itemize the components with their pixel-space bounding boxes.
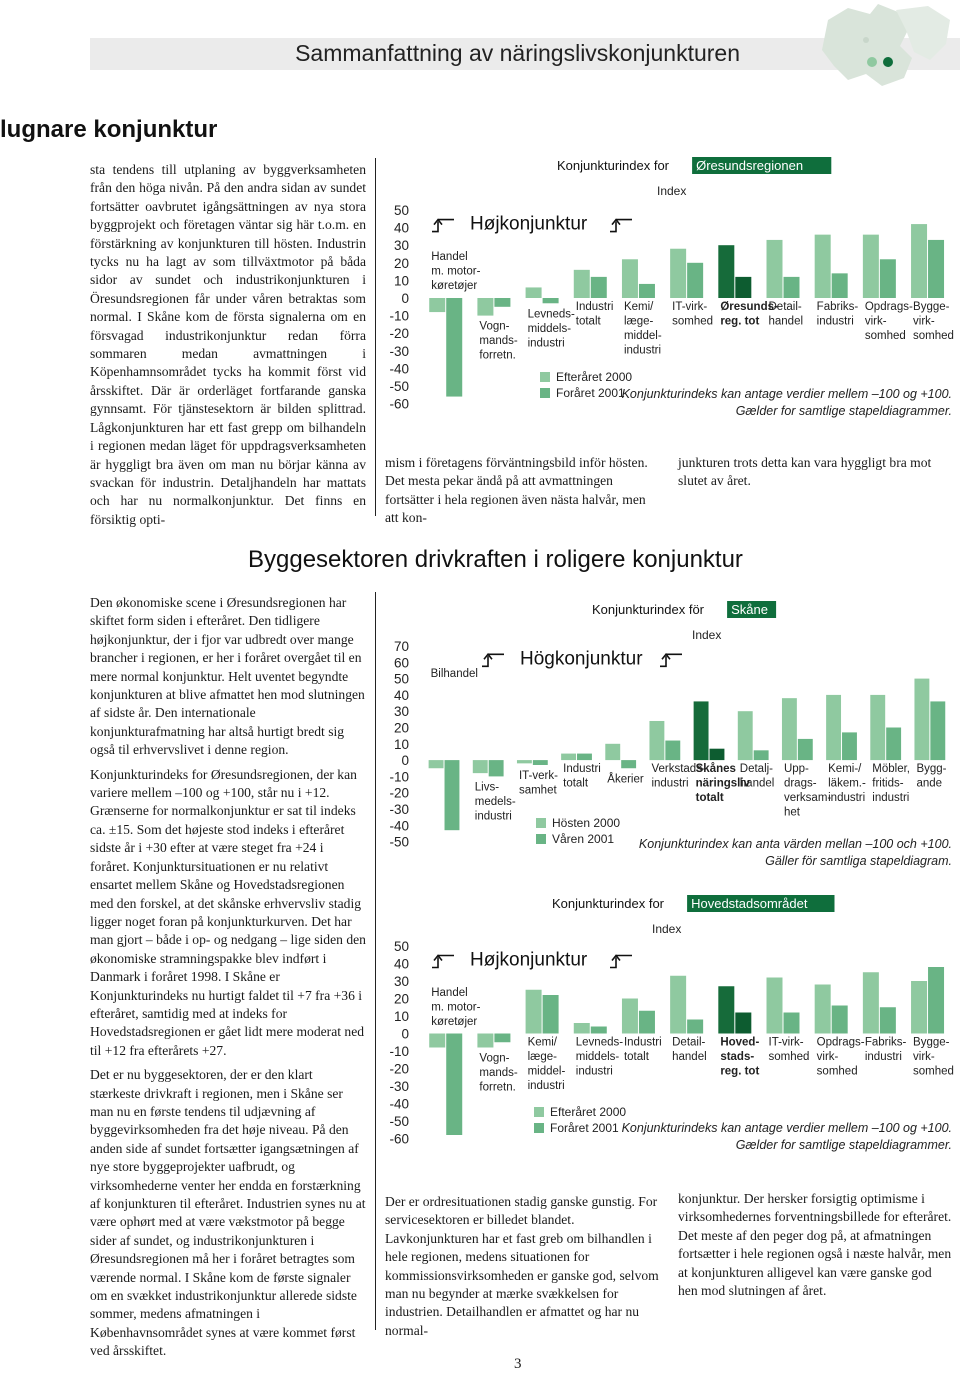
bottom-under-chart-right: konjunktur. Der hersker forsigtig optimisme i virksomhedernes forventningsbillede for efteråret. Det meste af den peger dog på, at afmatningen fortsætter i hele regionen også i næste halvår, men at konjunkturen alligevel kan være ganske god hen mod slutningen af året. [678, 1191, 952, 1299]
bar-series2 [533, 760, 548, 765]
legend-label: Våren 2001 [552, 832, 615, 846]
bar-series2 [639, 1011, 655, 1034]
category-label: drags- [783, 777, 817, 790]
bar-series1 [649, 721, 664, 760]
bar-series1 [863, 235, 879, 298]
bar-series2 [754, 750, 769, 760]
bar-series2 [591, 277, 607, 298]
bar-series1 [767, 978, 783, 1034]
map-logo-icon [808, 0, 960, 100]
bar-series1 [526, 990, 542, 1034]
chart-title-highlight: Hovedstadsområdet [691, 896, 808, 911]
y-tick-label: 30 [393, 238, 409, 254]
bottom-paragraph-3: Det er nu byggesektoren, der er den klart stærkeste drivkraft i regionen, men i Skåne ser man nu en første tendens til udjævning af byggevirksomheden fra det høje niveau. På den anden side af sundet fortsætter igangsætningen af nye store byggeprojekter uafbrudt, og virksomhederne venter her endda en forstærkning af konjunkturen til efteråret. Industrien synes nu at være ophørt med at være vækstmotor på begge sider af sundet, og industrikonjunkturen i Øresundsregionen må her i foråret betragtes som værende normal. I Skåne kom de første signaler om en svækket industrikonjunktur allerede sidste sommer, medens afmatningen i Københavnsområdet synes at være kommet først ved årsskiftet. [90, 1067, 366, 1359]
category-label: industri [816, 315, 854, 328]
category-label: ande [916, 777, 943, 790]
category-label: Fabriks- [816, 301, 859, 313]
band-arrow-icon [660, 654, 682, 666]
bar-series1 [605, 744, 620, 760]
legend-label: Foråret 2001 [556, 386, 625, 400]
category-label: industri [527, 337, 565, 350]
bottom-left-column [90, 594, 366, 1361]
y-axis-label: Index [652, 922, 682, 936]
y-tick-label: 50 [393, 203, 409, 218]
bar-series2 [798, 739, 813, 760]
legend-swatch [534, 1123, 544, 1133]
top-under-chart-right: junkturen trots detta kan vara hyggligt bra mot slutet av året. [678, 455, 932, 489]
category-label: somhed [672, 315, 714, 328]
bar-series2 [577, 754, 592, 761]
bar-series2 [446, 1034, 462, 1136]
category-label: somhed [864, 330, 906, 342]
band-label: Højkonjunktur [470, 949, 588, 971]
bar-series1 [738, 711, 753, 760]
band-arrow-icon [432, 956, 454, 968]
bar-series2 [687, 1020, 703, 1034]
bar-series1 [826, 695, 841, 760]
category-label: forretn. [479, 1081, 516, 1094]
category-label: Hoved- [720, 1036, 760, 1049]
bar-series2 [489, 760, 504, 776]
category-label: Upp- [783, 763, 809, 776]
legend-swatch [536, 818, 546, 828]
category-label: forretn. [479, 349, 516, 362]
category-label: industri [651, 777, 689, 790]
bottom-paragraph-2: Konjunkturindeks for Øresundsregionen, der kan variere mellem –100 og +100, står nu i +12. Grænserne for normalkonjunktur er sat til indeks ca. ±15. Som det højeste stod indeks i efteråret sidste år i +30 efter at være steget fra +24 i foråret. Konjunktursituationen er nu relativt ensartet mellem Skåne og Hovedstadsregionen med den forskel, at det skånske erhvervsliv stadig ligger noget foran på konjunkturkurven. Det har man gjort – både i op- og nedgang – lige siden den økonomiske stramningspakke blev indført i Danmark i foråret 1998. I Skåne er Konjunkturindeks nu hurtigt faldet til +7 fra +36 i efteråret, samtidig med at indeks for Hovedstadsregionen er gået lidt mere moderat ned til +12 fra efterårets +27. [90, 766, 366, 1058]
y-tick-label: 20 [393, 255, 409, 271]
category-label: Kemi/ [623, 301, 654, 313]
y-tick-label: -40 [389, 818, 409, 834]
bar-series2 [784, 1013, 800, 1034]
category-label: Detail- [672, 1036, 706, 1049]
y-axis-label: Index [692, 628, 722, 642]
bar-series1 [429, 1034, 445, 1048]
bar-series1 [477, 1034, 493, 1048]
decor-dots-icon [866, 54, 906, 70]
category-label: totalt [623, 1051, 649, 1063]
category-label: totalt [695, 792, 724, 805]
category-label: Bygge- [913, 1036, 950, 1049]
category-label: middels- [527, 322, 572, 335]
category-label: samhet [518, 784, 557, 797]
chart-oresundsregionen [382, 156, 960, 432]
bar-series2 [784, 277, 800, 298]
bar-series1 [911, 224, 927, 298]
bar-series1 [561, 754, 576, 761]
category-label: køretøjer [431, 280, 478, 292]
category-label: industri [527, 1080, 565, 1092]
category-label: Fabriks- [864, 1036, 907, 1049]
bar-series1 [477, 298, 493, 316]
bar-series2 [591, 1027, 607, 1034]
bar-series2 [832, 1006, 848, 1034]
category-label: handel [739, 777, 775, 790]
bar-series2 [621, 760, 636, 768]
legend-label: Foråret 2001 [550, 1121, 619, 1135]
band-arrow-icon [610, 956, 632, 968]
bar-series1 [429, 760, 444, 768]
category-label: Handel [431, 987, 468, 999]
y-tick-label: 50 [393, 939, 409, 954]
chart-title-prefix: Konjunkturindex for [552, 896, 665, 911]
legend-label: Efteråret 2000 [550, 1105, 627, 1119]
bar-series2 [735, 1013, 751, 1034]
category-label: Industri [563, 763, 601, 776]
bar-series1 [718, 245, 734, 298]
category-label: Levneds- [575, 1036, 624, 1049]
page-number: 3 [514, 1356, 522, 1372]
bar-series1 [526, 287, 542, 298]
y-tick-label: 0 [401, 291, 409, 306]
bar-series1 [914, 679, 929, 761]
category-label: Skånes [695, 763, 736, 776]
bar-series1 [473, 760, 488, 773]
y-tick-label: -20 [389, 326, 409, 342]
category-label: industri [575, 1065, 613, 1078]
chart-hovedstadsomradet [382, 894, 960, 1166]
category-label: Åkerier [607, 773, 644, 786]
y-tick-label: -30 [389, 802, 409, 817]
bar-series2 [880, 259, 896, 298]
category-label: Levneds- [527, 308, 575, 321]
legend-label: Efteråret 2000 [556, 370, 633, 384]
y-tick-label: 20 [393, 991, 409, 1007]
category-label: middel- [527, 1065, 566, 1078]
chart-title-highlight: Skåne [731, 602, 768, 617]
y-tick-label: -30 [389, 1079, 409, 1094]
y-tick-label: -10 [389, 308, 409, 324]
category-label: stads- [720, 1051, 755, 1063]
bar-series2 [543, 995, 559, 1034]
category-label: middels- [575, 1051, 620, 1063]
category-label: Vogn- [479, 320, 510, 333]
category-label: læge- [623, 315, 654, 328]
category-label: handel [672, 1051, 707, 1063]
chart-note-1: Konjunkturindeks kan antage verdier mellem –100 og +100. [621, 1121, 952, 1135]
category-label: Industri [623, 1036, 662, 1049]
category-label: virk- [913, 1051, 935, 1063]
page-header-title: Sammanfattning av näringslivskonjunkturen [295, 40, 740, 66]
category-label: Industri [575, 301, 614, 313]
chart-title-prefix: Konjunkturindex for [557, 158, 670, 173]
y-tick-label: 30 [393, 704, 409, 720]
bar-series2 [928, 240, 944, 298]
band-arrow-icon [432, 220, 454, 232]
category-label: somhed [913, 330, 954, 342]
category-label: virk- [816, 1051, 839, 1063]
bar-series1 [815, 985, 831, 1034]
category-label: Livs- [474, 781, 500, 794]
category-label: Handel [431, 251, 468, 263]
category-label: Kemi-/ [828, 763, 862, 776]
chart-note-2: Gælder for samtlige stapeldiagrammer. [735, 1138, 952, 1152]
bar-series2 [880, 1007, 896, 1033]
section-heading-top: lugnare konjunktur [0, 116, 218, 143]
y-tick-label: -40 [389, 1096, 409, 1112]
category-label: Øresunds- [720, 301, 778, 313]
bottom-under-chart-left: Der er ordresituationen stadig ganske gunstig. For servicesektoren er billedet blandet. Lavkonjunkturen har et fast greb om bilhandlen i hele regionen, medens situationen for kommissionsvirksomheden er ganske god, selvom man nu begynder at mærke svækkelsen for industrien. Detailhandlen er afmattet og har nu normal- [385, 1194, 659, 1338]
y-tick-label: 0 [401, 753, 409, 769]
y-tick-label: -50 [389, 834, 409, 850]
category-label: industri [828, 792, 866, 805]
category-label: Kemi/ [527, 1036, 557, 1049]
bar-series1 [767, 240, 783, 298]
chart-title-highlight: Øresundsregionen [696, 158, 804, 173]
category-label: Bygge- [913, 301, 950, 313]
category-label: mands- [479, 1067, 518, 1079]
bar-series1 [815, 235, 831, 298]
y-tick-label: -30 [389, 343, 409, 359]
category-label: totalt [563, 777, 589, 790]
chart-skane [382, 600, 960, 876]
y-tick-label: 10 [393, 736, 409, 752]
category-label: totalt [575, 315, 601, 328]
bar-series2 [832, 273, 848, 298]
category-label: IT-virk- [672, 301, 708, 313]
category-label: køretøjer [431, 1016, 478, 1028]
category-label: Detail- [768, 301, 802, 313]
chart-title-prefix: Konjunkturindex för [592, 602, 705, 617]
category-label: industri [864, 1051, 902, 1063]
band-label: Højkonjunktur [470, 213, 588, 235]
legend-label: Hösten 2000 [552, 816, 621, 830]
y-tick-label: 60 [393, 655, 409, 671]
category-label: somhed [913, 1065, 954, 1078]
legend-swatch [534, 1107, 544, 1117]
y-tick-label: 50 [393, 671, 409, 687]
bar-series1 [670, 249, 686, 298]
legend-swatch [540, 388, 550, 398]
y-tick-label: 0 [401, 1026, 409, 1042]
bar-series1 [782, 698, 797, 760]
category-label: Bygg- [916, 763, 947, 776]
bar-series1 [863, 972, 879, 1033]
top-paragraph: sta tendens till utplaning av byggverksamheten från den höga nivån. På den andra sidan av sundet fortsätter oavbrutet igångsättningen av nya stora byggprojekt och företagen väntar sig här t.o.m. en förstärkning av konjunkturen till hösten. Industrin tycks nu ha lagt av som tillväxtmotor på båda sidor av sundet och industrikonjunkturen i Öresundsregionen får under våren betraktas som normal. I Skåne kom de första signalerna om en försvagad industrikonjunktur redan förra sommaren medan avmattningen i Köpenhamnsområdet tycks ha kommit först vid årsskiftet. Där är orderläget fortfarande ganska gynnsamt. För tjänstesektorn är bilden splittrad. Lågkonjunkturen har ett fast grepp om bilhandeln i regionen medan läget för uppdragsverksamheten är hyggligt bra även om man nu börjar känna av svackan för industrin. Detaljhandeln har mattats och har nu normalkonjunktur. Det finns en försiktig opti- [90, 162, 366, 527]
chart-note-1: Konjunkturindex kan anta värden mellan –100 och +100. [638, 837, 952, 851]
bar-series1 [718, 986, 734, 1033]
bar-series1 [622, 259, 638, 298]
legend-swatch [540, 372, 550, 382]
category-label: IT-virk- [768, 1036, 804, 1049]
bar-series1 [622, 999, 638, 1034]
category-label: m. motor- [431, 1001, 481, 1014]
column-rule [375, 158, 376, 516]
category-label: Möbler, [872, 763, 911, 776]
category-label: verksam- [783, 792, 832, 805]
y-tick-label: 10 [393, 1009, 409, 1024]
category-label: Bilhandel [430, 668, 478, 680]
bar-series1 [911, 981, 927, 1034]
y-tick-label: 40 [393, 687, 409, 703]
y-tick-label: -40 [389, 361, 409, 377]
band-label: Högkonjunktur [520, 648, 643, 670]
category-label: het [783, 806, 800, 819]
y-tick-label: 40 [393, 956, 409, 972]
category-label: fritids- [872, 777, 904, 790]
y-tick-label: -60 [389, 396, 409, 412]
section-heading-bottom: Byggesektoren drivkraften i roligere konjunktur [248, 546, 743, 573]
category-label: Vogn- [479, 1052, 510, 1065]
y-tick-label: -50 [389, 379, 409, 394]
y-tick-label: 30 [393, 974, 409, 989]
category-label: reg. tot [720, 315, 760, 328]
bar-series1 [870, 695, 885, 760]
bar-series2 [928, 967, 944, 1034]
y-tick-label: -10 [389, 1044, 409, 1059]
y-tick-label: -60 [389, 1131, 409, 1147]
y-axis-label: Index [657, 184, 687, 198]
category-label: industri [623, 344, 662, 357]
chart-note-2: Gäller för samtliga stapeldiagram. [765, 854, 952, 868]
chart-note-2: Gælder for samtlige stapeldiagrammer. [735, 404, 952, 418]
bar-series1 [517, 760, 532, 763]
category-label: virk- [913, 315, 935, 328]
bar-series2 [639, 284, 655, 298]
category-label: reg. tot [720, 1065, 760, 1078]
band-arrow-icon [610, 220, 632, 232]
y-tick-label: 40 [393, 220, 409, 236]
bar-series2 [930, 701, 945, 760]
column-rule-bottom [375, 592, 376, 1330]
y-tick-label: -50 [389, 1114, 409, 1129]
y-tick-label: 70 [393, 639, 409, 654]
category-label: Detalj- [739, 763, 774, 776]
bar-series1 [429, 298, 445, 312]
band-arrow-icon [482, 654, 504, 666]
bar-series2 [710, 749, 725, 760]
category-label: mands- [479, 335, 518, 348]
category-label: læge- [527, 1051, 557, 1063]
legend-swatch [536, 834, 546, 844]
bar-series2 [494, 298, 510, 307]
category-label: handel [768, 315, 804, 328]
category-label: middel- [623, 330, 662, 342]
y-tick-label: 20 [393, 720, 409, 736]
bar-series2 [543, 298, 559, 303]
bar-series2 [886, 728, 901, 761]
y-tick-label: -20 [389, 1061, 409, 1077]
category-label: Opdrags- [816, 1036, 865, 1049]
category-label: somhed [768, 1051, 810, 1063]
y-tick-label: -20 [389, 785, 409, 801]
y-tick-label: 10 [393, 273, 409, 289]
bar-series2 [735, 277, 751, 298]
bar-series1 [574, 1023, 590, 1034]
top-under-chart-left: mism i företagens förväntningsbild inför hösten. Det mesta pekar ändå på att avmattningen fortsätter i hela regionen även nästa halvår, men att kon- [385, 455, 648, 526]
category-label: Opdrags- [864, 301, 913, 313]
chart-note-1: Konjunkturindeks kan antage verdier mellem –100 og +100. [621, 387, 952, 401]
bar-series2 [687, 263, 703, 298]
category-label: IT-verk- [518, 769, 558, 782]
category-label: Verkstads- [651, 763, 706, 776]
bar-series1 [694, 701, 709, 760]
bar-series2 [494, 1034, 510, 1043]
bar-series2 [842, 732, 857, 760]
category-label: virk- [864, 315, 887, 328]
bar-series1 [670, 976, 686, 1034]
top-column-text [90, 161, 366, 529]
category-label: medels- [474, 795, 516, 808]
bar-series2 [445, 760, 460, 830]
category-label: näringsliv [695, 777, 750, 790]
category-label: somhed [816, 1065, 858, 1078]
bottom-paragraph-1: Den økonomiske scene i Øresundsregionen har skiftet form siden i efteråret. Den tidligere højkonjunktur, der i fjor var udbredt over mange brancher i regionen, er her i foråret overgået til en mere normal konjunktur. Helt uventet begyndte konjunkturen at blive afmattet hen mod slutningen af sidste år. Den internationale konjunkturafmatning har altså hurtigt bredt sig også til erhvervslivet i denne region. [90, 595, 365, 758]
bar-series2 [665, 741, 680, 761]
category-label: industri [872, 792, 910, 805]
y-tick-label: -10 [389, 769, 409, 785]
category-label: läkem.- [828, 777, 866, 790]
category-label: m. motor- [431, 265, 481, 278]
bar-series2 [446, 298, 462, 397]
category-label: industri [474, 810, 512, 823]
bar-series1 [574, 270, 590, 298]
